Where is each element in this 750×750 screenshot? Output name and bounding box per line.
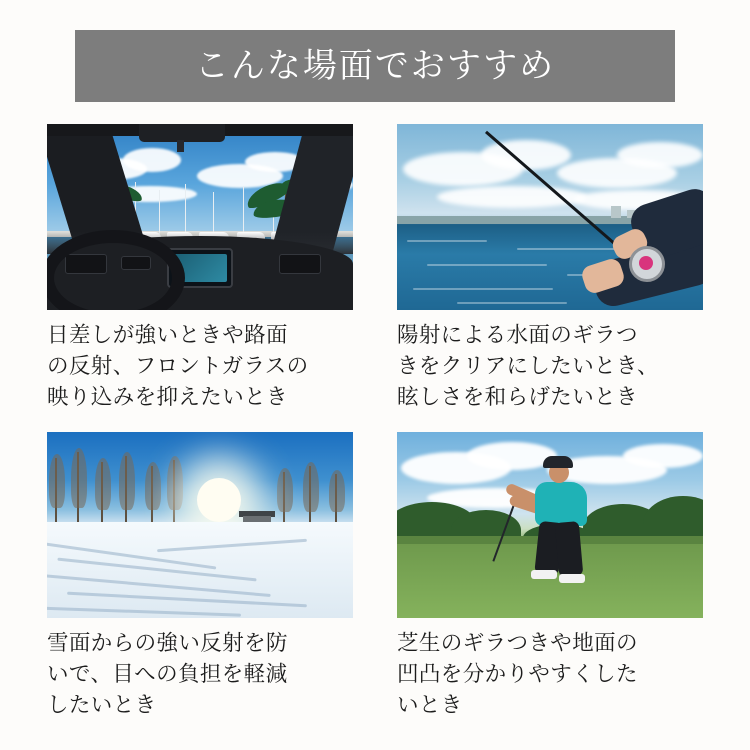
scene-card-fishing [397,124,703,414]
caption-driving [47,320,353,414]
caption-line: 陽射による水面のギラつ [397,323,638,347]
caption-fishing [397,320,703,414]
scene-card-golf [397,432,703,722]
caption-line: いで、目への負担を軽減 [47,661,288,686]
golfer-swinging-on-course-photo [397,432,703,618]
scene-card-snow [47,432,353,722]
scene-card-grid [47,124,703,721]
caption-line: 芝生のギラつきや地面の [397,630,638,655]
caption-line: 日差しが強いときや路面 [47,323,288,347]
page-title: こんな場面でおすすめ [194,47,556,85]
snowy-field-sunlight-photo [47,432,353,618]
caption-line: したいとき [47,692,157,717]
fishing-rod-over-water-photo [397,124,703,310]
caption-line: 眩しさを和らげたいとき [397,385,638,410]
caption-line: いとき [397,692,463,717]
car-dashboard-marina-photo [47,124,353,310]
caption-golf [397,628,703,722]
caption-line: 雪面からの強い反射を防 [47,630,288,655]
header-banner [75,30,675,102]
caption-line: の反射、フロントガラスの [47,354,309,379]
caption-line: 映り込みを抑えたいとき [47,385,288,410]
caption-line: 凹凸を分かりやすくした [397,661,638,686]
scene-card-driving [47,124,353,414]
caption-line: きをクリアにしたいとき、 [397,354,659,379]
caption-snow [47,628,353,722]
